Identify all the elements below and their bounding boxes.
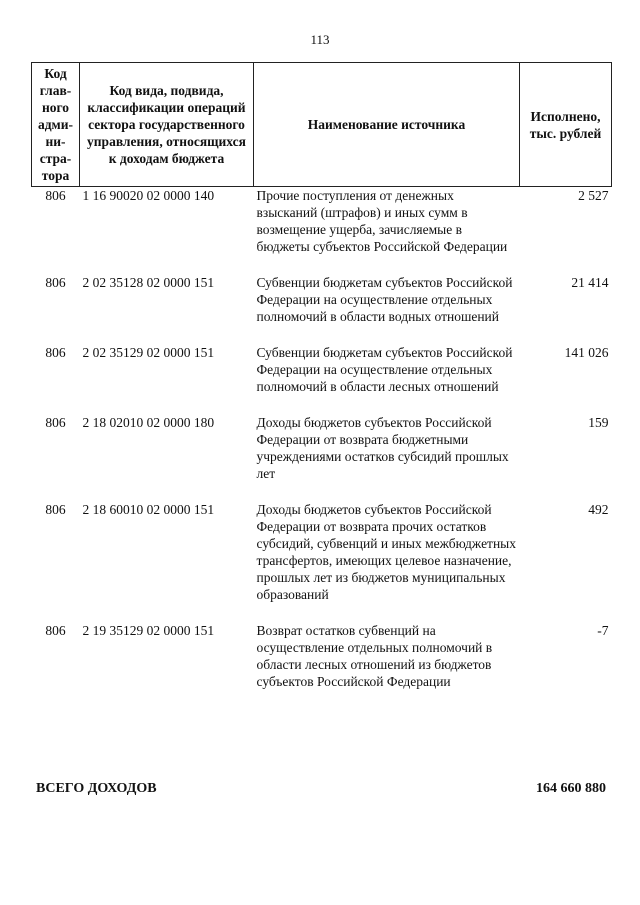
source-name-cell: Субвенции бюджетам субъектов Российской Федерации на осуществление отдельных полномочий в области лесных отношений: [256, 345, 513, 394]
income-code-cell: 2 02 35128 02 0000 151: [82, 275, 215, 290]
total-value: 164 660 880: [536, 781, 606, 796]
income-code-cell: 2 19 35129 02 0000 151: [82, 623, 215, 638]
table-row: [32, 274, 612, 325]
admin-code-cell: 806: [45, 188, 66, 203]
source-name-cell: Прочие поступления от денежных взысканий (штрафов) и иных сумм в возмещение ущерба, зачисляемые в бюджеты субъектов Российской Федерации: [256, 188, 508, 254]
total-label: ВСЕГО ДОХОДОВ: [36, 781, 157, 796]
income-code-cell: 2 02 35129 02 0000 151: [82, 345, 215, 360]
source-name-cell: Субвенции бюджетам субъектов Российской Федерации на осуществление отдельных полномочий в области водных отношений: [256, 275, 513, 324]
admin-code-cell: 806: [45, 345, 66, 360]
amount-cell: 2 527: [578, 188, 609, 203]
admin-code-cell: 806: [45, 623, 66, 638]
admin-code-cell: 806: [45, 275, 66, 290]
admin-code-cell: 806: [45, 415, 66, 430]
header-kind-code: Код вида, подвида, классификации операций сектора государственного управления, относящихся к доходам бюджета: [80, 63, 254, 187]
table-row: [32, 622, 612, 690]
source-name-cell: Возврат остатков субвенций на осуществление отдельных полномочий в области лесных отношений из бюджетов субъектов Российской Федерации: [256, 623, 493, 689]
table-header-row: [32, 63, 612, 187]
income-code-cell: 2 18 02010 02 0000 180: [82, 415, 215, 430]
income-code-cell: 1 16 90020 02 0000 140: [82, 188, 215, 203]
table-row: [32, 344, 612, 395]
income-code-cell: 2 18 60010 02 0000 151: [82, 502, 215, 517]
source-name-cell: Доходы бюджетов субъектов Российской Федерации от возврата прочих остатков субсидий, субвенций и иных межбюджетных трансфертов, имеющих целевое назначение, прошлых лет из бюджетов муниципальных образований: [256, 502, 517, 602]
admin-code-cell: 806: [45, 502, 66, 517]
header-executed: Исполнено, тыс. рублей: [520, 63, 612, 187]
source-name-cell: Доходы бюджетов субъектов Российской Федерации от возврата бюджетными учреждениями остатков субсидий прошлых лет: [256, 415, 509, 481]
page-number: 113: [310, 32, 330, 47]
amount-cell: 492: [588, 502, 609, 517]
header-admin-code: Код глав-ного адми-ни-стра-тора: [32, 63, 80, 187]
revenue-table: [31, 62, 612, 690]
amount-cell: 159: [588, 415, 609, 430]
amount-cell: 141 026: [564, 345, 609, 360]
header-source-name: Наименование источника: [254, 63, 520, 187]
amount-cell: -7: [597, 623, 609, 638]
amount-cell: 21 414: [571, 275, 609, 290]
table-row: [32, 187, 612, 256]
table-row: [32, 501, 612, 603]
table-row: [32, 414, 612, 482]
